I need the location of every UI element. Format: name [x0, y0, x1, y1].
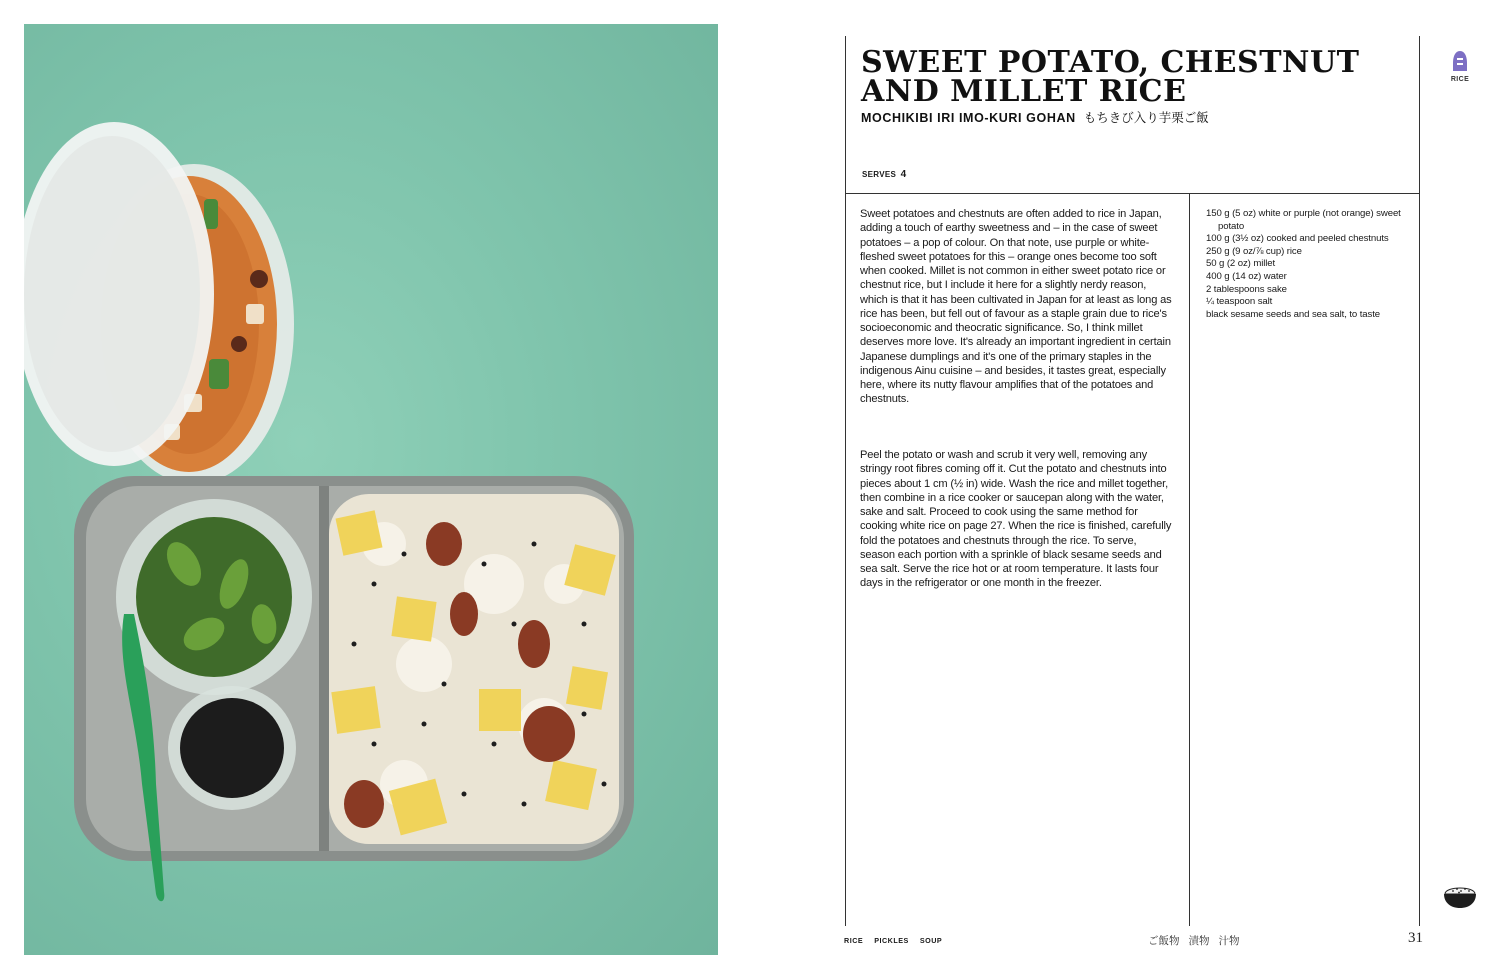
footer-section-soup-jp: 汁物 — [1218, 935, 1240, 947]
serves-value: 4 — [900, 169, 907, 180]
column-divider — [1189, 194, 1190, 926]
recipe-intro: Sweet potatoes and chestnuts are often added to rice in Japan, adding a touch of earthy sweetness and – in the case of sweet potatoes – a pop of colour. On that note, use purple or white-fleshed sweet potatoes for this – orange ones become too soft when cooked. Millet is not common in either sweet potato rice or chestnut rice, but I include it here for a slightly nerdy reason, which is that it has been cultivated in Japan for at least as long as rice has been, but fell out of favour as a staple grain due to rice's socioeconomic and theocratic significance. So, I think millet deserves more love. It's already an important ingredient in certain Japanese dumplings and it's one of the primary staples in the indigenous Ainu cuisine – and besides, it tastes great, especially here, where its nutty flavour amplifies that of the potatoes and chestnuts. — [860, 208, 1172, 406]
recipe-method: Peel the potato or wash and scrub it very well, removing any stringy root fibres coming off it. Cut the potato and chestnuts into pieces about 1 cm (½ in) wide. Wash the rice and millet together, then combine in a rice cooker or saucepan along with the water, sake and salt. Proceed to cook using the same method for cooking white rice on page 27. When the rice is finished, carefully fold the potatoes and chestnuts through the rice. To serve, season each portion with a sprinkle of black sesame seeds and sea salt. Serve the rice hot or at room temperature. It lasts four days in the refrigerator or one month in the freezer. — [860, 449, 1172, 590]
photo-illustration — [24, 24, 718, 955]
ingredient-item: 2 tablespoons sake — [1206, 283, 1287, 295]
serves-label: SERVES — [862, 170, 897, 179]
recipe-subtitle-romaji: MOCHIKIBI IRI IMO-KURI GOHAN — [861, 111, 1076, 125]
food-photo — [24, 24, 718, 955]
ingredient-list — [1206, 208, 1416, 321]
rice-bowl-icon — [1443, 882, 1477, 910]
footer-section-pickles: PICKLES — [874, 936, 909, 945]
frame-left-rule — [845, 36, 846, 926]
footer-section-rice-jp: ご飯物 — [1148, 935, 1180, 947]
section-tab-label: RICE — [1450, 76, 1470, 83]
footer-section-pickles-jp: 漬物 — [1188, 935, 1210, 947]
recipe-title: SWEET POTATO, CHESTNUT AND MILLET RICE — [861, 45, 1360, 109]
recipe-subtitle-japanese: もちきび入り芋栗ご飯 — [1083, 111, 1209, 125]
ingredient-item: 250 g (9 oz/⅞ cup) rice — [1206, 245, 1302, 257]
page-number: 31 — [1408, 930, 1423, 946]
ingredient-item: 150 g (5 oz) white or purple (not orange) sweet potato — [1206, 208, 1401, 232]
serves-info — [862, 169, 907, 180]
ingredient-item: 400 g (14 oz) water — [1206, 270, 1287, 282]
rice-grain-icon — [1453, 51, 1467, 71]
header-rule — [845, 193, 1420, 194]
footer-section-rice: RICE — [844, 936, 864, 945]
recipe-subtitle — [861, 108, 1209, 126]
frame-right-rule — [1419, 36, 1420, 926]
ingredient-item: black sesame seeds and sea salt, to taste — [1206, 308, 1381, 320]
ingredient-item: 50 g (2 oz) millet — [1206, 258, 1276, 270]
footer-section-soup: SOUP — [919, 936, 943, 945]
footer-section-nav-japanese — [1148, 933, 1240, 948]
footer-section-nav — [844, 936, 942, 945]
ingredient-item: 100 g (3½ oz) cooked and peeled chestnuts — [1206, 233, 1389, 245]
ingredient-item: ¼ teaspoon salt — [1206, 296, 1273, 308]
